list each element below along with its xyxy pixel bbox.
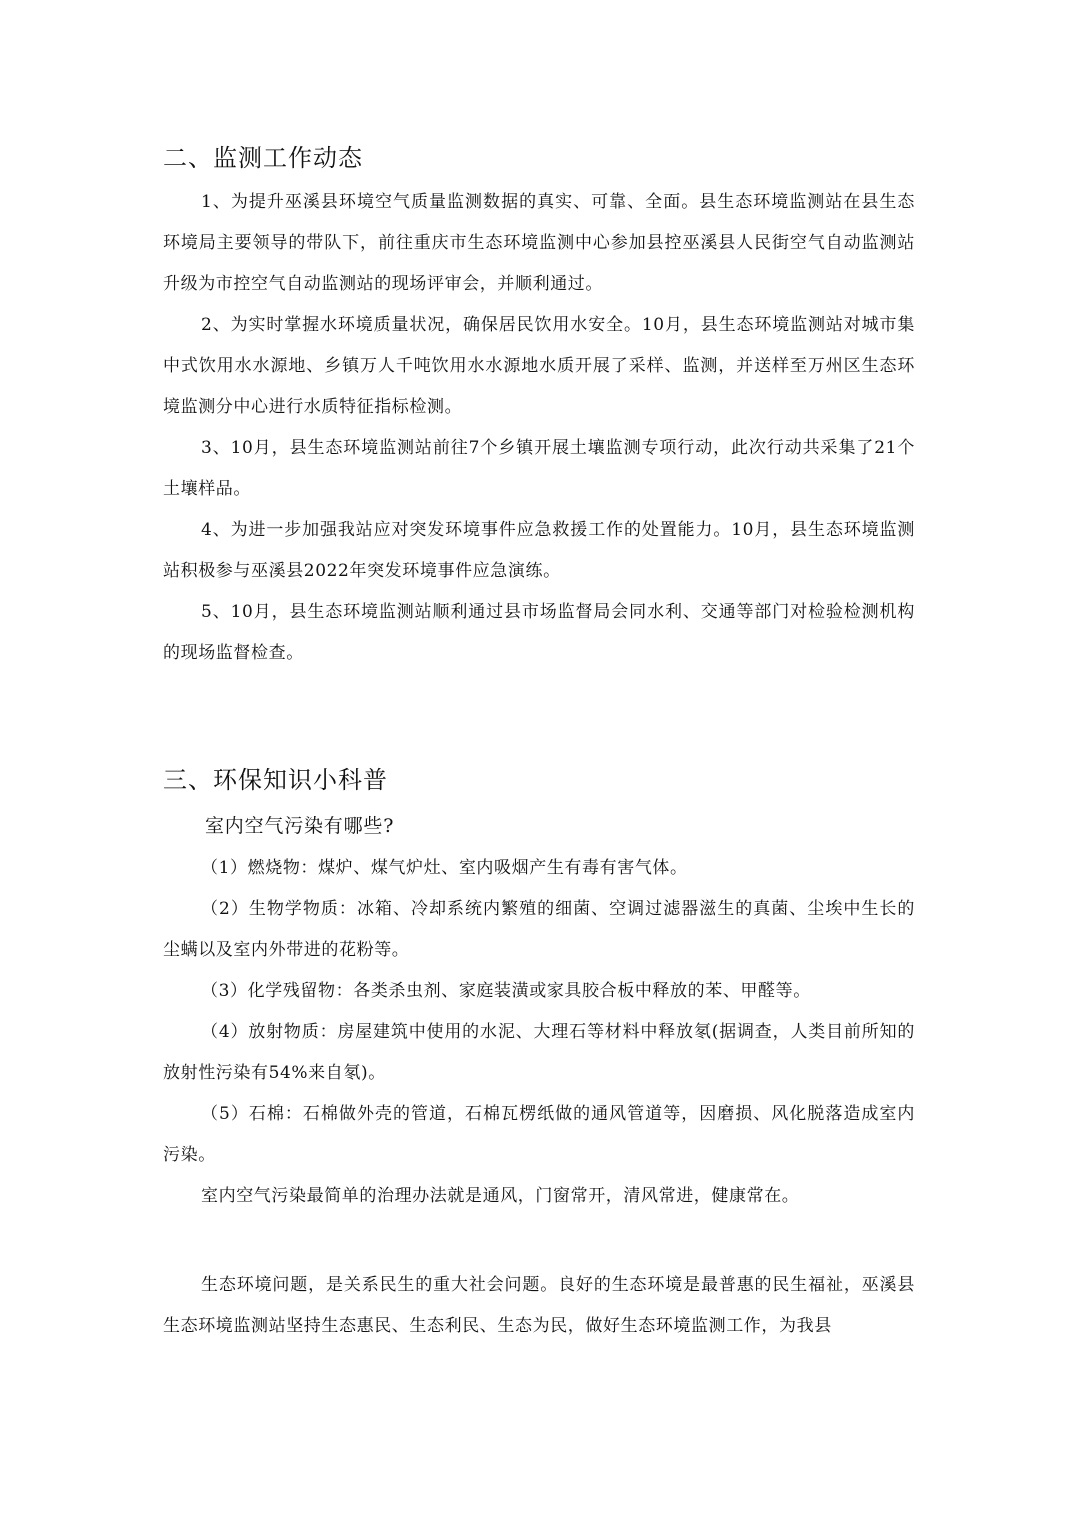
monitoring-item-3: 3、10月，县生态环境监测站前往7个乡镇开展土壤监测专项行动，此次行动共采集了21个土壤样品。 [163, 438, 915, 499]
document-body [163, 138, 915, 1347]
monitoring-item-5: 5、10月，县生态环境监测站顺利通过县市场监督局会同水利、交通等部门对检验检测机构的现场监督检查。 [163, 602, 915, 663]
monitoring-item-4: 4、为进一步加强我站应对突发环境事件应急救援工作的处置能力。10月，县生态环境监测站积极参与巫溪县2022年突发环境事件应急演练。 [163, 520, 915, 581]
pollution-type-1: （1）燃烧物：煤炉、煤气炉灶、室内吸烟产生有毒有害气体。 [201, 858, 688, 878]
monitoring-item-1: 1、为提升巫溪县环境空气质量监测数据的真实、可靠、全面。县生态环境监测站在县生态环境局主要领导的带队下，前往重庆市生态环境监测中心参加县控巫溪县人民街空气自动监测站升级为市控空气自动监测站的现场评审会，并顺利通过。 [163, 192, 915, 294]
section-heading-science-tips: 三、环保知识小科普 [163, 766, 388, 794]
indoor-pollution-question: 室内空气污染有哪些? [205, 815, 395, 837]
pollution-type-2: （2）生物学物质：冰箱、冷却系统内繁殖的细菌、空调过滤器滋生的真菌、尘埃中生长的尘螨以及室内外带进的花粉等。 [163, 899, 915, 960]
section-heading-monitoring-updates: 二、监测工作动态 [163, 144, 363, 172]
monitoring-item-2: 2、为实时掌握水环境质量状况，确保居民饮用水安全。10月，县生态环境监测站对城市集中式饮用水水源地、乡镇万人千吨饮用水水源地水质开展了采样、监测，并送样至万州区生态环境监测分中心进行水质特征指标检测。 [163, 315, 915, 417]
closing-paragraph: 生态环境问题，是关系民生的重大社会问题。良好的生态环境是最普惠的民生福祉，巫溪县生态环境监测站坚持生态惠民、生态利民、生态为民，做好生态环境监测工作，为我县 [163, 1275, 915, 1336]
ventilation-tip: 室内空气污染最简单的治理办法就是通风，门窗常开，清风常进，健康常在。 [201, 1186, 800, 1206]
pollution-type-4: （4）放射物质：房屋建筑中使用的水泥、大理石等材料中释放氡(据调查，人类目前所知的放射性污染有54%来自氡)。 [163, 1022, 915, 1083]
pollution-type-3: （3）化学残留物：各类杀虫剂、家庭装潢或家具胶合板中释放的苯、甲醛等。 [201, 981, 811, 1001]
pollution-type-5: （5）石棉：石棉做外壳的管道，石棉瓦楞纸做的通风管道等，因磨损、风化脱落造成室内污染。 [163, 1104, 915, 1165]
